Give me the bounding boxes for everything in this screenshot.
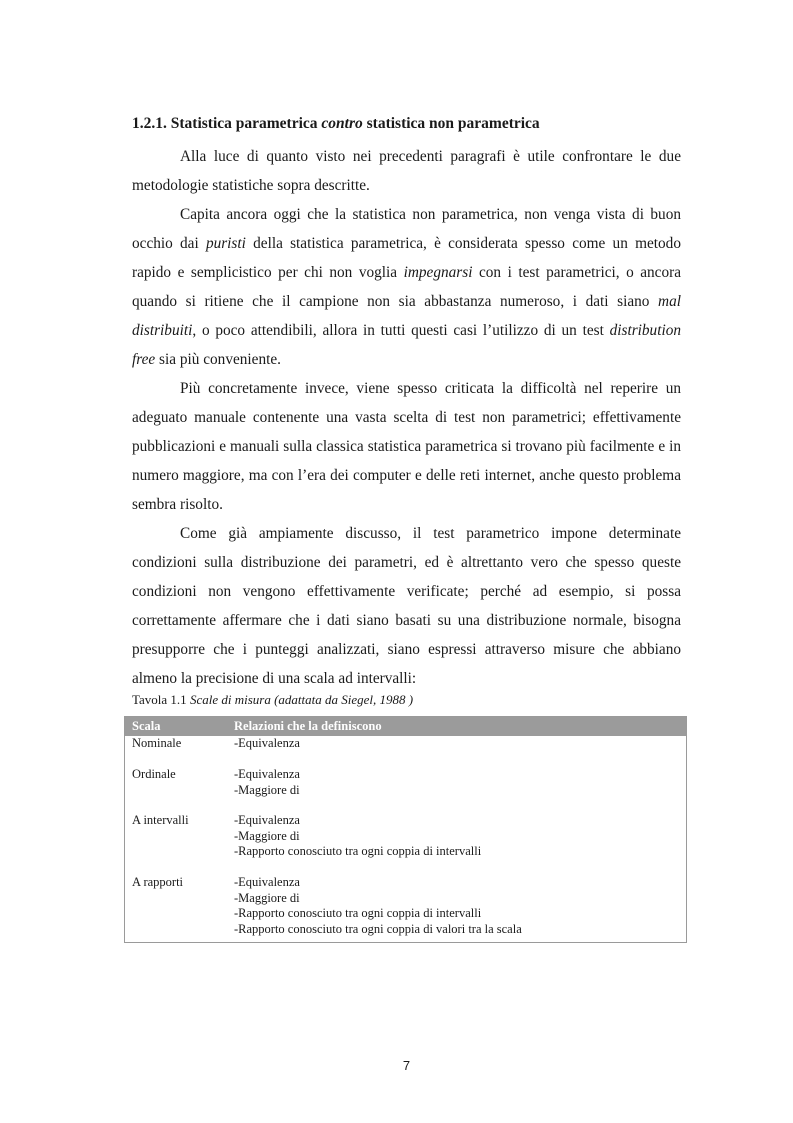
table-row — [125, 875, 686, 939]
p2-text-e: con i test parametrici, o ancora quando si ritiene che il campione non sia abbastanza numeroso, i dati siano — [132, 264, 681, 310]
section-title-emph: contro — [321, 115, 363, 132]
table-row — [125, 813, 686, 875]
row-scale: Nominale — [132, 736, 182, 750]
row-scale: A intervalli — [132, 813, 189, 827]
paragraph-1: Alla luce di quanto visto nei precedenti paragrafi è utile confrontare le due metodologie statistiche sopra descritte. — [132, 148, 681, 194]
relation-item: -Rapporto conosciuto tra ogni coppia di valori tra la scala — [234, 921, 522, 936]
p2-emph-mal-distribuiti: mal distribuiti — [132, 293, 681, 339]
p2-emph-impegnarsi: impegnarsi — [403, 264, 473, 281]
p2-text-g: , o poco attendibili, allora in tutti questi casi l’utilizzo di un test — [192, 322, 610, 339]
table-caption — [132, 692, 413, 708]
header-scala: Scala — [132, 719, 161, 733]
row-scale: Ordinale — [132, 767, 176, 781]
relation-item: -Equivalenza — [234, 813, 300, 827]
p2-text-a: Capita ancora oggi che la statistica non parametrica, non venga vista di buon occhio dai — [132, 206, 681, 252]
relation-item: -Rapporto conosciuto tra ogni coppia di intervalli — [234, 906, 482, 920]
section-title-part2: statistica non parametrica — [366, 115, 540, 132]
scales-table — [124, 716, 687, 943]
relation-item: -Rapporto conosciuto tra ogni coppia di intervalli — [234, 844, 482, 858]
relation-item: -Maggiore di — [234, 828, 300, 843]
p2-emph-distribution-free: distribution free — [132, 322, 681, 368]
table-row — [125, 736, 686, 767]
section-number: 1.2.1. — [132, 115, 167, 132]
relation-item: -Equivalenza — [234, 767, 300, 781]
row-relations — [234, 875, 522, 937]
p2-text-c: della statistica parametrica, è considerata spesso come un metodo rapido e semplicistico per chi non voglia — [132, 235, 681, 281]
table-row — [125, 767, 686, 813]
p2-emph-puristi: puristi — [205, 235, 246, 252]
caption-text: Scale di misura (adattata da Siegel, 1988 ) — [189, 692, 414, 707]
p2-text-i: sia più conveniente. — [155, 351, 281, 368]
row-relations — [234, 813, 481, 860]
header-relazioni: Relazioni che la definiscono — [234, 719, 382, 733]
paragraph-2 — [132, 200, 681, 374]
row-relations — [234, 767, 300, 798]
page-body — [132, 114, 681, 693]
page-number: 7 — [402, 1058, 411, 1073]
section-heading — [132, 114, 681, 134]
paragraph-4: Come già ampiamente discusso, il test parametrico impone determinate condizioni sulla distribuzione dei parametri, ed è altrettanto vero che spesso queste condizioni non vengono effettivamente verificate; perché ad esempio, si possa correttamente affermare che i dati siano basati su una distribuzione normale, bisogna presupporre che i punteggi analizzati, siano espressi attraverso misure che abbiano almeno la precisione di una scala ad intervalli: — [132, 525, 681, 687]
table-header-row — [125, 717, 686, 736]
relation-item: -Maggiore di — [234, 782, 300, 797]
relation-item: -Equivalenza — [234, 875, 300, 889]
paragraph-3: Più concretamente invece, viene spesso criticata la difficoltà nel reperire un adeguato manuale contenente una vasta scelta di test non parametrici; effettivamente pubblicazioni e manuali sulla classica statistica parametrica si trovano più facilmente e in numero maggiore, ma con l’era dei computer e delle reti internet, anche questo problema sembra risolto. — [132, 380, 681, 513]
row-scale: A rapporti — [132, 875, 184, 889]
relation-item: -Maggiore di — [234, 890, 300, 905]
section-title-part1: Statistica parametrica — [170, 115, 318, 132]
caption-label: Tavola 1.1 — [132, 692, 187, 707]
relation-item: -Equivalenza — [234, 736, 300, 750]
row-relations — [234, 736, 300, 752]
